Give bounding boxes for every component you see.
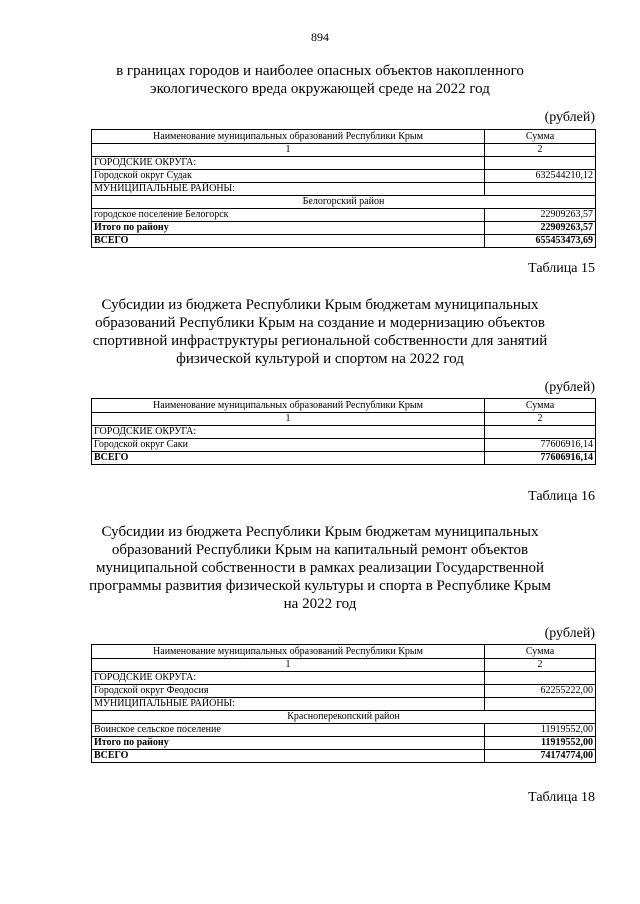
row-name: ВСЕГО bbox=[92, 452, 485, 465]
table18-label: Таблица 18 bbox=[528, 790, 595, 805]
table16-table bbox=[91, 644, 596, 763]
row-sum: 62255222,00 bbox=[485, 685, 596, 698]
column-number: 1 bbox=[92, 144, 485, 157]
column-header-name: Наименование муниципальных образований Республики Крым bbox=[92, 645, 485, 659]
heading-line: спортивной инфраструктуры региональной собственности для занятий bbox=[92, 333, 548, 349]
table16-heading bbox=[80, 523, 560, 613]
heading-line: образований Республики Крым на создание и модернизацию объектов bbox=[95, 315, 545, 331]
column-number: 2 bbox=[485, 413, 596, 426]
unit-label: (рублей) bbox=[544, 110, 595, 125]
row-sum: 22909263,57 bbox=[485, 209, 596, 222]
column-header-sum: Сумма bbox=[485, 399, 596, 413]
row-sum: 74174774,00 bbox=[485, 750, 596, 763]
table-row bbox=[92, 672, 596, 685]
column-number: 2 bbox=[485, 144, 596, 157]
unit-label: (рублей) bbox=[544, 626, 595, 641]
row-name: Итого по району bbox=[92, 737, 485, 750]
table-row bbox=[92, 157, 596, 170]
page-number: 894 bbox=[311, 30, 329, 44]
row-sum bbox=[485, 157, 596, 170]
row-sum: 77606916,14 bbox=[485, 439, 596, 452]
column-header-name: Наименование муниципальных образований Республики Крым bbox=[92, 130, 485, 144]
row-name: Городской округ Саки bbox=[92, 439, 485, 452]
heading-line: экологического вреда окружающей среде на 2022 год bbox=[150, 81, 490, 97]
column-number: 1 bbox=[92, 659, 485, 672]
section1-table bbox=[91, 129, 596, 248]
table15-heading bbox=[80, 296, 560, 368]
table-row bbox=[92, 426, 596, 439]
heading-line: образований Республики Крым на капитальный ремонт объектов bbox=[111, 542, 529, 558]
column-number-row bbox=[92, 659, 596, 672]
row-name: МУНИЦИПАЛЬНЫЕ РАЙОНЫ: bbox=[92, 698, 485, 711]
column-number: 2 bbox=[485, 659, 596, 672]
table-header-row bbox=[92, 130, 596, 144]
row-name: ГОРОДСКИЕ ОКРУГА: bbox=[92, 672, 485, 685]
row-sum bbox=[485, 426, 596, 439]
table-row bbox=[92, 196, 596, 209]
column-number: 1 bbox=[92, 413, 485, 426]
table-row bbox=[92, 698, 596, 711]
table-header-row bbox=[92, 399, 596, 413]
row-sum: 77606916,14 bbox=[485, 452, 596, 465]
column-header-name: Наименование муниципальных образований Республики Крым bbox=[92, 399, 485, 413]
heading-line: Субсидии из бюджета Республики Крым бюджетам муниципальных bbox=[101, 524, 539, 540]
district-name: Белогорский район bbox=[92, 196, 596, 209]
column-header-sum: Сумма bbox=[485, 130, 596, 144]
heading-line: на 2022 год bbox=[283, 596, 357, 612]
heading-line: программы развития физической культуры и спорта в Республике Крым bbox=[89, 578, 551, 594]
table-row bbox=[92, 235, 596, 248]
row-name: ГОРОДСКИЕ ОКРУГА: bbox=[92, 426, 485, 439]
row-sum: 22909263,57 bbox=[485, 222, 596, 235]
table-row bbox=[92, 750, 596, 763]
unit-label: (рублей) bbox=[544, 380, 595, 395]
heading-line: в границах городов и наиболее опасных объектов накопленного bbox=[116, 63, 524, 79]
row-sum: 655453473,69 bbox=[485, 235, 596, 248]
section1-heading bbox=[80, 62, 560, 98]
row-sum bbox=[485, 698, 596, 711]
row-sum bbox=[485, 183, 596, 196]
table15-label: Таблица 15 bbox=[528, 261, 595, 276]
row-name: Городской округ Феодосия bbox=[92, 685, 485, 698]
table15-table bbox=[91, 398, 596, 465]
row-name: Городской округ Судак bbox=[92, 170, 485, 183]
table-row bbox=[92, 452, 596, 465]
row-sum bbox=[485, 672, 596, 685]
row-name: ГОРОДСКИЕ ОКРУГА: bbox=[92, 157, 485, 170]
row-name: городское поселение Белогорск bbox=[92, 209, 485, 222]
row-name: Воинское сельское поселение bbox=[92, 724, 485, 737]
column-number-row bbox=[92, 144, 596, 157]
table-row bbox=[92, 183, 596, 196]
heading-line: муниципальной собственности в рамках реализации Государственной bbox=[95, 560, 545, 576]
table-row bbox=[92, 439, 596, 452]
row-name: ВСЕГО bbox=[92, 235, 485, 248]
table-header-row bbox=[92, 645, 596, 659]
district-name: Красноперекопский район bbox=[92, 711, 596, 724]
table16-label: Таблица 16 bbox=[528, 489, 595, 504]
row-sum: 11919552,00 bbox=[485, 724, 596, 737]
column-header-sum: Сумма bbox=[485, 645, 596, 659]
table-row bbox=[92, 737, 596, 750]
table-row bbox=[92, 724, 596, 737]
table-row bbox=[92, 209, 596, 222]
row-name: МУНИЦИПАЛЬНЫЕ РАЙОНЫ: bbox=[92, 183, 485, 196]
table-row bbox=[92, 685, 596, 698]
table-row bbox=[92, 711, 596, 724]
row-name: Итого по району bbox=[92, 222, 485, 235]
row-sum: 11919552,00 bbox=[485, 737, 596, 750]
row-sum: 632544210,12 bbox=[485, 170, 596, 183]
row-name: ВСЕГО bbox=[92, 750, 485, 763]
column-number-row bbox=[92, 413, 596, 426]
table-row bbox=[92, 222, 596, 235]
heading-line: физической культурой и спортом на 2022 год bbox=[176, 351, 464, 367]
table-row bbox=[92, 170, 596, 183]
heading-line: Субсидии из бюджета Республики Крым бюджетам муниципальных bbox=[101, 297, 539, 313]
